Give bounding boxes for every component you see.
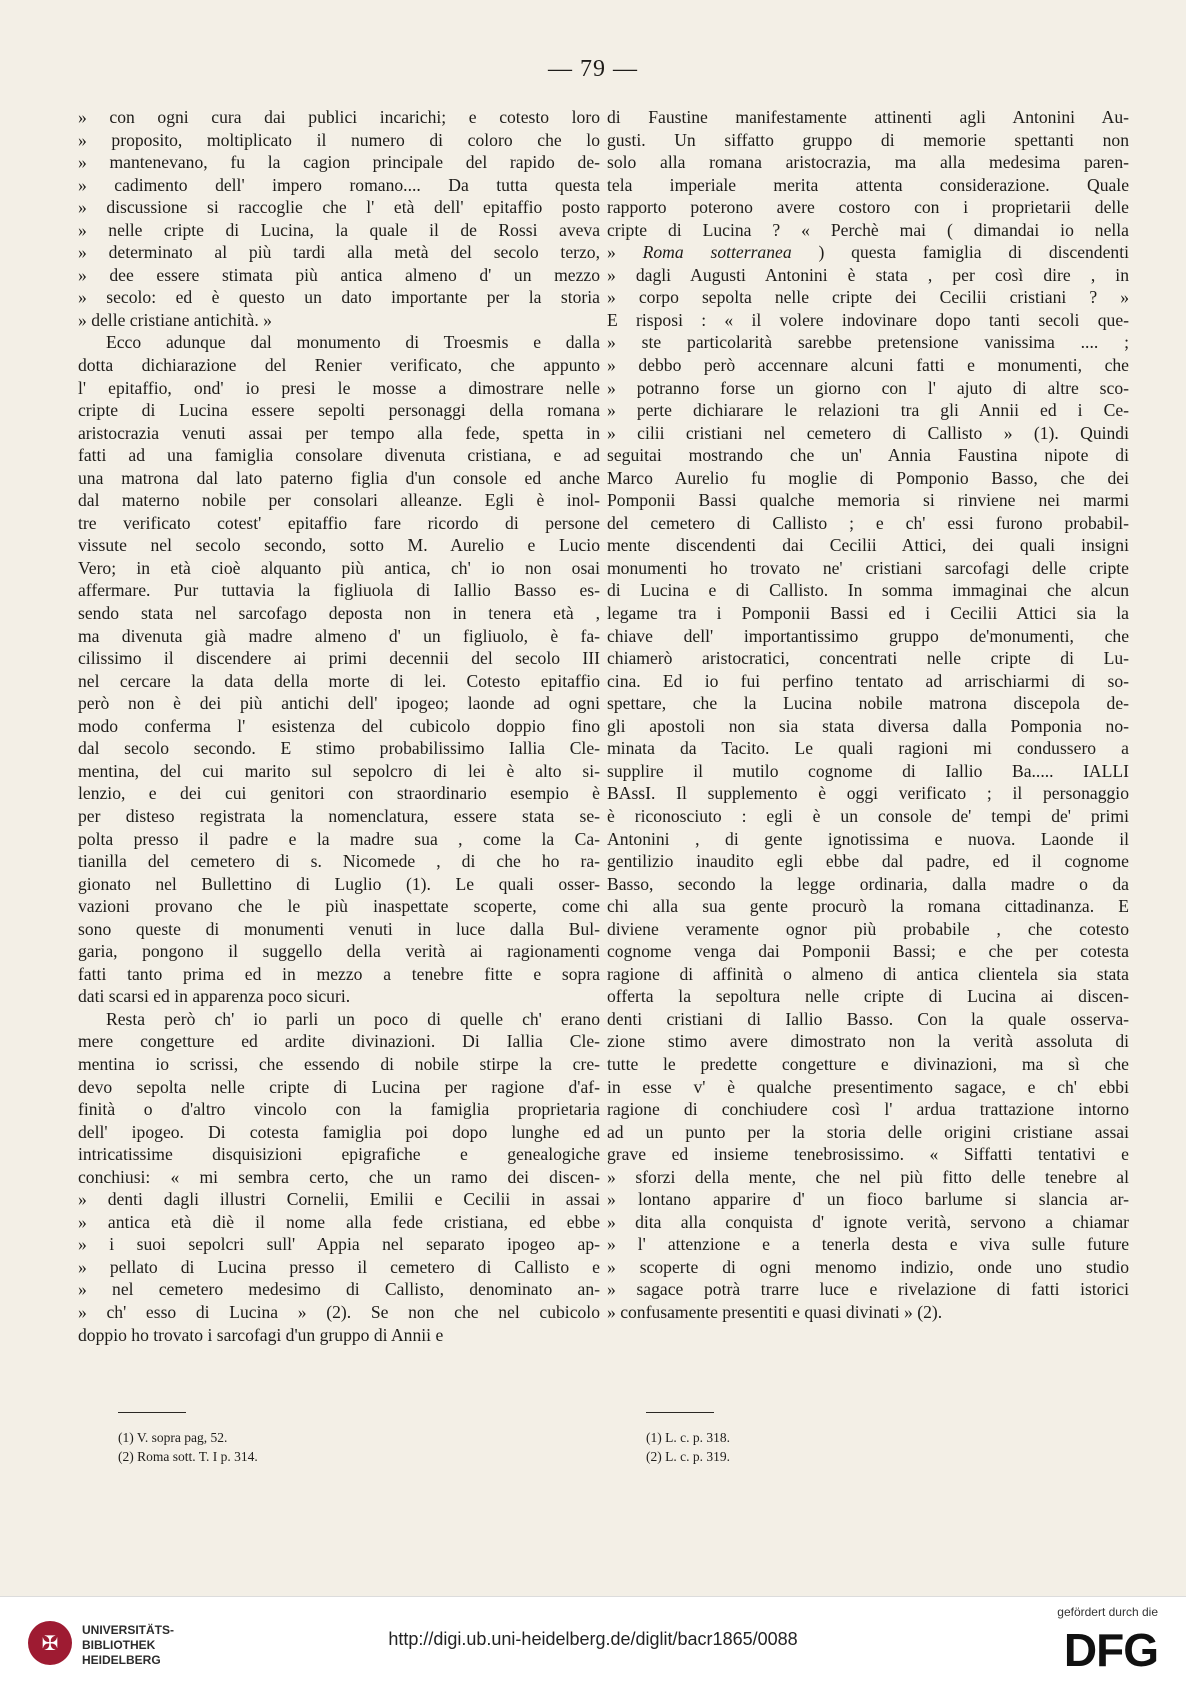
text-line: di Faustine manifestamente attinenti agli Antonini Au- <box>607 107 1129 127</box>
text-line: mente discendenti dai Cecilii Attici, dei quali insigni <box>607 535 1129 556</box>
text-line: » cadimento dell' impero romano.... Da tutta questa <box>78 174 600 195</box>
footnote-separator-left <box>118 1412 186 1413</box>
text-line: ragione di conchiudere così l' ardua trattazione intorno <box>607 1099 1129 1120</box>
text-line: gentilizio inaudito egli ebbe dal padre, ed il cognome <box>607 851 1129 872</box>
text-line: rapporto poterono avere costoro con i proprietarii delle <box>607 197 1129 218</box>
text-line: » i suoi sepolcri sull' Appia nel separato ipogeo ap- <box>78 1234 600 1255</box>
text-line: » mantenevano, fu la cagion principale del rapido de- <box>78 152 600 173</box>
text-line: cina. Ed io fui perfino tentato ad arrischiarmi di so- <box>607 670 1129 691</box>
text-line: » antica età diè il nome alla fede cristiana, ed ebbe <box>78 1211 600 1232</box>
text-line: Vero; in età cioè alquanto più antica, ch' io non osai <box>78 557 600 578</box>
text-line: » Roma sotterranea ) questa famiglia di discendenti <box>607 242 1129 263</box>
text-line: » pellato di Lucina presso il cemetero di Callisto e <box>78 1256 600 1277</box>
text-line: » nelle cripte di Lucina, la quale il de Rossi aveva <box>78 219 600 240</box>
text-line: » discussione si raccoglie che l' età dell' epitaffio posto <box>78 197 600 218</box>
text-line: » dee essere stimata più antica almeno d' un mezzo <box>78 264 600 285</box>
text-line: » perte dichiarare le relazioni tra gli Annii ed i Ce- <box>607 400 1129 421</box>
text-line: finità o d'altro vincolo con la famiglia proprietaria <box>78 1099 600 1120</box>
text-line: legame tra i Pomponii Bassi ed i Cecilii Attici sia la <box>607 603 1129 624</box>
text-line: » cilii cristiani nel cemetero di Callisto » (1). Quindi <box>607 422 1129 443</box>
text-line: spettare, che la Lucina nobile matrona discepola de- <box>607 693 1129 714</box>
text-line: » scoperte di ogni menomo indizio, onde uno studio <box>607 1256 1129 1277</box>
text-line: in esse v' è qualche presentimento sagace, e ch' ebbi <box>607 1076 1129 1097</box>
text-line: monumenti ho trovato ne' cristiani sarcofagi delle cripte <box>607 557 1129 578</box>
text-line: però non è dei più antichi dell' ipogeo; laonde ad ogni <box>78 693 600 714</box>
text-line: offerta la sepoltura nelle cripte di Lucina ai discen- <box>607 986 1129 1007</box>
text-line: » dagli Augusti Antonini è stata , per così dire , in <box>607 264 1129 285</box>
text-line: cripte di Lucina essere sepolti personaggi della romana <box>78 400 600 421</box>
text-line: » lontano apparire d' un fioco barlume si slancia ar- <box>607 1189 1129 1210</box>
text-line: gionato nel Bullettino di Luglio (1). Le quali osser- <box>78 873 600 894</box>
text-line: tre verificato cotest' epitaffio fare ricordo di persone <box>78 512 600 533</box>
text-line: » ch' esso di Lucina » (2). Se non che nel cubicolo <box>78 1301 600 1322</box>
text-line: denti cristiani di Iallio Basso. Con la quale osserva- <box>607 1008 1129 1029</box>
text-line: garia, pongono il suggello della verità ai ragionamenti <box>78 941 600 962</box>
permalink-url[interactable]: http://digi.ub.uni-heidelberg.de/diglit/bacr1865/0088 <box>388 1629 798 1649</box>
text-line: cognome venga dai Pomponii Bassi; e che per cotesta <box>607 941 1129 962</box>
text-line: l' epitaffio, ond' io presi le mosse a dimostrare nelle <box>78 377 600 398</box>
text-line: » secolo: ed è questo un dato importante per la storia <box>78 287 600 308</box>
text-line: per disteso registrata la nomenclatura, essere stata se- <box>78 805 600 826</box>
text-line: aristocrazia venuti assai per tempo alla fede, spetta in <box>78 422 600 443</box>
text-line: » denti dagli illustri Cornelii, Emilii e Cecilii in assai <box>78 1189 600 1210</box>
text-line: gusti. Un siffatto gruppo di memorie spettanti non <box>607 129 1129 150</box>
text-line: dal secolo secondo. E stimo probabilissimo Iallia Cle- <box>78 738 600 759</box>
text-line: » delle cristiane antichità. » <box>78 309 272 330</box>
right-text-column <box>607 106 1129 1324</box>
text-line: del cemetero di Callisto ; e ch' essi furono probabil- <box>607 512 1129 533</box>
text-line: intricatissime disquisizioni epigrafiche e genealogiche <box>78 1144 600 1165</box>
text-line: dati scarsi ed in apparenza poco sicuri. <box>78 986 351 1007</box>
text-line: mentina, del cui marito sul sepolcro di lei è alto si- <box>78 760 600 781</box>
text-line: E risposi : « il volere indovinare dopo tanti secoli que- <box>607 309 1129 330</box>
text-line: » determinato al più tardi alla metà del secolo terzo, <box>78 242 600 263</box>
text-line: » proposito, moltiplicato il numero di coloro che lo <box>78 129 600 150</box>
text-line: dal materno nobile per consolari alleanze. Egli è inol- <box>78 490 600 511</box>
text-line: di Lucina e di Callisto. In somma immaginai che alcun <box>607 580 1129 601</box>
text-line: » debbo però accennare alcuni fatti e monumenti, che <box>607 355 1129 376</box>
text-line: ma divenuta già madre almeno d' un figliuolo, è fa- <box>78 625 600 646</box>
text-line: nel cercare la data della morte di lei. Cotesto epitaffio <box>78 670 600 691</box>
text-line: fatti ad una famiglia consolare divenuta cristiana, e ad <box>78 445 600 466</box>
footnote: (1) L. c. p. 318. <box>646 1430 730 1445</box>
text-line: tianilla del cemetero di s. Nicomede , di che ho ra- <box>78 851 600 872</box>
text-line: diviene veramente ognor più probabile , che cotesto <box>607 918 1129 939</box>
text-line: supplire il mutilo cognome di Iallio Ba..... IALLI <box>607 760 1129 781</box>
dfg-logo[interactable]: DFG <box>1063 1624 1158 1676</box>
text-line: tela imperiale merita attenta considerazione. Quale <box>607 174 1129 195</box>
footnote: (1) V. sopra pag, 52. <box>118 1430 228 1445</box>
text-line: Marco Aurelio fu moglie di Pomponio Basso, che dei <box>607 467 1129 488</box>
text-line: vissute nel secolo secondo, sotto M. Aurelio e Lucio <box>78 535 600 556</box>
library-name: UNIVERSITÄTS- BIBLIOTHEK HEIDELBERG <box>82 1623 175 1667</box>
text-line: cilissimo il discendere ai primi decennii del secolo III <box>78 648 600 669</box>
text-line: » l' attenzione e a tenerla desta e viva sulle future <box>607 1234 1129 1255</box>
left-text-column <box>78 106 600 1346</box>
footnote-separator-right <box>646 1412 714 1413</box>
text-line: chiamerò aristocratici, concentrati nelle cripte di Lu- <box>607 648 1129 669</box>
footnote: (2) L. c. p. 319. <box>646 1449 730 1464</box>
funded-by-label: gefördert durch die <box>1057 1605 1158 1619</box>
text-line: » dita alla conquista d' ignote verità, servono a chiamar <box>607 1211 1129 1232</box>
text-line: solo alla romana aristocrazia, ma alla medesima paren- <box>607 152 1129 173</box>
text-line: devo sepolta nelle cripte di Lucina per ragione d'af- <box>78 1076 600 1097</box>
text-line: doppio ho trovato i sarcofagi d'un gruppo di Annii e <box>78 1324 444 1345</box>
text-line: cripte di Lucina ? « Perchè mai ( dimandai io nella <box>607 219 1129 240</box>
text-line: chiave dell' importantissimo gruppo de'monumenti, che <box>607 625 1129 646</box>
text-line: affermare. Pur tuttavia la figliuola di Iallio Basso es- <box>78 580 600 601</box>
text-line: polta presso il padre e la madre sua , come la Ca- <box>78 828 600 849</box>
text-line: dotta dichiarazione del Renier verificato, che appunto <box>78 355 600 376</box>
text-line: » nel cemetero medesimo di Callisto, denominato an- <box>78 1279 600 1300</box>
text-line: sendo stata nel sarcofago deposta non in tenera età , <box>78 603 600 624</box>
text-line: Antonini , di gente ignotissima e nuova. Laonde il <box>607 828 1129 849</box>
book-title: Roma sotterranea <box>642 242 792 263</box>
text-line: ad un punto per la storia delle origini cristiane assai <box>607 1121 1129 1142</box>
footnote: (2) Roma sott. T. I p. 314. <box>118 1449 258 1464</box>
text-line: ragione di affinità o almeno di antica clientela sia stata <box>607 963 1129 984</box>
text-line: chi alla sua gente procurò la romana cittadinanza. E <box>607 896 1129 917</box>
text-line: » sforzi della mente, che nel più fitto delle tenebre al <box>607 1166 1129 1187</box>
text-line: dell' ipogeo. Di cotesta famiglia poi dopo lunghe ed <box>78 1121 600 1142</box>
footnotes-left <box>118 1428 518 1466</box>
text-line: minata da Tacito. Le quali ragioni mi condussero a <box>607 738 1129 759</box>
text-line: conchiusi: « mi sembra certo, che un ramo dei discen- <box>78 1166 600 1187</box>
text-line: » confusamente presentiti e quasi divinati » (2). <box>607 1301 943 1322</box>
text-line: Resta però ch' io parli un poco di quelle ch' erano <box>106 1008 600 1029</box>
text-line: Basso, secondo la legge ordinaria, dalla madre o da <box>607 873 1129 894</box>
text-line: » potranno forse un giorno con l' ajuto di altre sco- <box>607 377 1129 398</box>
text-line: Pomponii Bassi qualche memoria si rinviene nei marmi <box>607 490 1129 511</box>
text-line: vazioni provano che le più inaspettate scoperte, come <box>78 896 600 917</box>
text-line: mentina io scrissi, che essendo di nobile stirpe la cre- <box>78 1053 600 1074</box>
text-line: sono queste di monumenti venuti in luce dalla Bul- <box>78 918 600 939</box>
text-line: zione stimo avere dimostrato non la verità assoluta di <box>607 1031 1129 1052</box>
text-line: BAssI. Il supplemento è oggi verificato ; il personaggio <box>607 783 1129 804</box>
text-line: è riconosciuto : egli è un console de' tempi de' primi <box>607 805 1129 826</box>
library-seal-icon: ✠ <box>28 1621 72 1665</box>
text-line: tutte le predette congetture e divinazioni, ma sì che <box>607 1053 1129 1074</box>
text-line: una matrona dal lato paterno figlia d'un console ed anche <box>78 467 600 488</box>
text-line: modo conferma l' esistenza del cubicolo doppio fino <box>78 715 600 736</box>
viewer-footer <box>0 1596 1186 1687</box>
text-line: mere congetture ed ardite divinazioni. Di Iallia Cle- <box>78 1031 600 1052</box>
text-line: fatti tanto prima ed in mezzo a tenebre fitte e sopra <box>78 963 600 984</box>
text-line: » con ogni cura dai publici incarichi; e cotesto loro <box>78 107 600 127</box>
page-number: — 79 — <box>548 56 638 82</box>
text-line: gli apostoli non sia stata diversa dalla Pomponia no- <box>607 715 1129 736</box>
text-line: » sagace potrà trarre luce e rivelazione di fatti istorici <box>607 1279 1129 1300</box>
text-line: » corpo sepolta nelle cripte dei Cecilii cristiani ? » <box>607 287 1129 308</box>
text-line: seguitai mostrando che un' Annia Faustina nipote di <box>607 445 1129 466</box>
footnotes-right <box>646 1428 1046 1466</box>
text-line: grave ed insieme tenebrosissimo. « Siffatti tentativi e <box>607 1144 1129 1165</box>
text-line: » ste particolarità sarebbe pretensione vanissima .... ; <box>607 332 1129 353</box>
text-line: lenzio, e dei cui genitori con straordinario esempio è <box>78 783 600 804</box>
text-line: Ecco adunque dal monumento di Troesmis e dalla <box>106 332 600 353</box>
